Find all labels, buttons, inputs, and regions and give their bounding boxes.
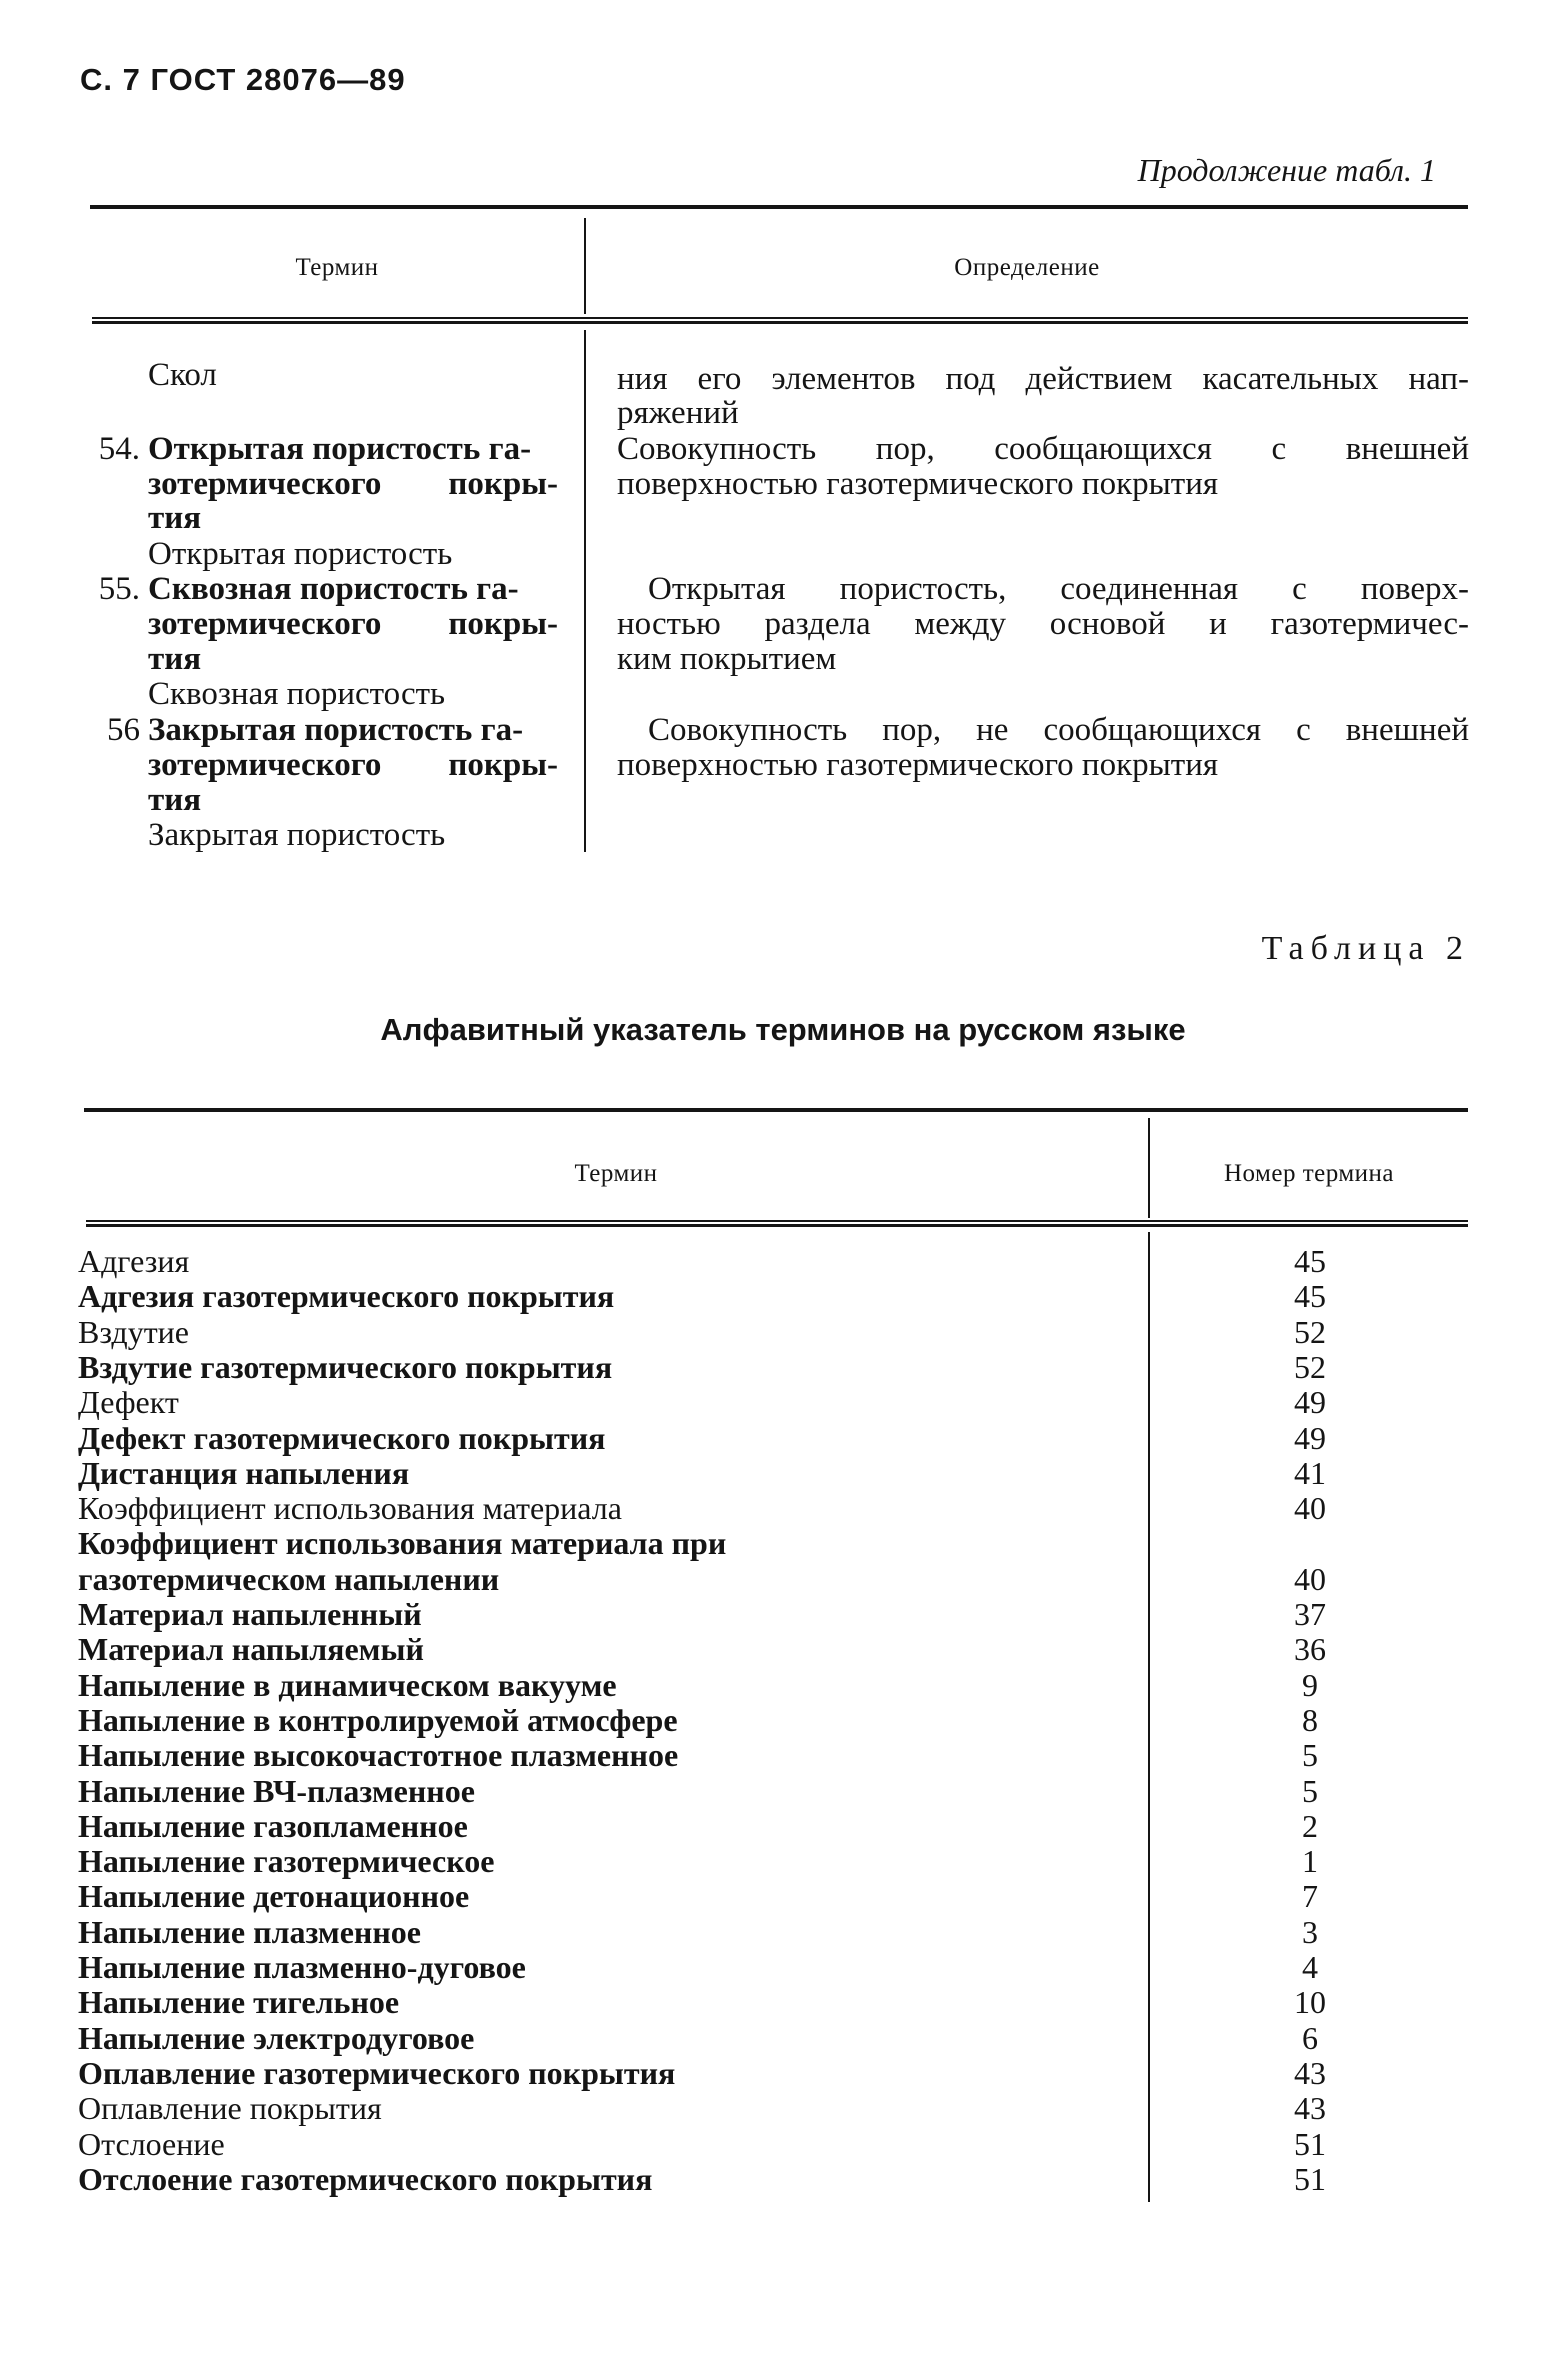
table1-term-word: зотермического <box>148 466 382 502</box>
table-row <box>78 1950 1468 1985</box>
index-term: Дефект газотермического покрытия <box>78 1419 606 1456</box>
table1-definition-line: ряжений <box>617 395 739 431</box>
term-number: 43 <box>1294 2054 1326 2091</box>
table-row <box>78 1526 1468 1561</box>
index-term: Оплавление газотермического покрытия <box>78 2054 676 2091</box>
term-number: 3 <box>1302 1913 1318 1950</box>
term-number: 49 <box>1294 1384 1326 1421</box>
table-row <box>78 1279 1468 1314</box>
table-row <box>78 1774 1468 1809</box>
table1-synonym: Закрытая пористость <box>148 817 446 853</box>
table1-definition-line: Совокупность пор, сообщающихся с внешней <box>617 431 1469 467</box>
index-term: Дистанция напыления <box>78 1454 410 1491</box>
table-row <box>78 1844 1468 1879</box>
table-row <box>78 1809 1468 1844</box>
table1-synonym: Открытая пористость <box>148 536 453 572</box>
table1-term-number: 56 <box>107 712 140 748</box>
table-row <box>78 1385 1468 1420</box>
term-number: 51 <box>1294 2160 1326 2197</box>
index-term: Вздутие газотермического покрытия <box>78 1348 613 1385</box>
table-row <box>78 2127 1468 2162</box>
index-term: Адгезия газотермического покрытия <box>78 1278 615 1315</box>
index-term: Материал напыляемый <box>78 1631 424 1668</box>
table1-term-number: 54. <box>98 431 140 467</box>
page-header: С. 7 ГОСТ 28076—89 <box>80 62 406 97</box>
index-term: Материал напыленный <box>78 1596 422 1632</box>
table1-definition-line: ностью раздела между основой и газотермичес- <box>617 606 1469 642</box>
table1-col-definition-header: Определение <box>954 254 1100 281</box>
table1-term-line: Закрытая пористость га- <box>148 712 524 748</box>
term-number: 6 <box>1302 2019 1318 2056</box>
table-continuation-label: Продолжение табл. 1 <box>1137 152 1436 188</box>
table2-col-number-header: Номер термина <box>1223 1160 1395 1187</box>
table2-header-rule-1 <box>86 1220 1468 1222</box>
index-term: Напыление высокочастотное плазменное <box>78 1737 679 1774</box>
term-number: 49 <box>1294 1419 1326 1456</box>
table2-header-rule-2 <box>86 1224 1468 1227</box>
table1-term-word: покры- <box>448 606 558 642</box>
table1-definition-line: Совокупность пор, не сообщающихся с внешней <box>648 712 1469 748</box>
table1-top-rule <box>90 205 1468 209</box>
term-number: 41 <box>1294 1454 1326 1491</box>
index-term: Напыление газопламенное <box>78 1807 468 1844</box>
table-row <box>78 2091 1468 2126</box>
table-row <box>78 1668 1468 1703</box>
table-row <box>78 1915 1468 1950</box>
table1-header-rule-2 <box>92 321 1468 324</box>
table-row <box>78 1985 1468 2020</box>
term-number: 2 <box>1302 1807 1318 1844</box>
table2-col-term-header: Термин <box>574 1160 658 1187</box>
table1-synonym: Сквозная пористость <box>148 676 446 712</box>
table-row <box>78 1597 1468 1632</box>
term-number: 45 <box>1294 1243 1326 1279</box>
table1-term-line <box>148 607 558 642</box>
index-term: Напыление в динамическом вакууме <box>78 1666 617 1703</box>
table1-term-line <box>148 748 558 783</box>
index-term: Напыление в контролируемой атмосфере <box>78 1701 678 1738</box>
table1-term-word: зотермического <box>148 606 382 642</box>
table-row <box>78 1632 1468 1667</box>
index-term: Оплавление покрытия <box>78 2090 382 2127</box>
table1-term-number: 55. <box>98 571 140 607</box>
table1-synonym: Скол <box>148 357 217 393</box>
table-row <box>78 1421 1468 1456</box>
term-number: 8 <box>1302 1701 1318 1738</box>
index-term: Дефект <box>78 1384 179 1421</box>
index-term: Коэффициент использования материала <box>78 1490 622 1527</box>
table1-term-line: тия <box>148 500 202 536</box>
table1-definition-line: ния его элементов под действием касательных нап- <box>617 361 1469 397</box>
index-term: Адгезия <box>78 1243 190 1279</box>
table-row <box>78 1491 1468 1526</box>
term-number: 36 <box>1294 1631 1326 1668</box>
index-term: Отслоение <box>78 2125 225 2162</box>
table-row <box>78 2021 1468 2056</box>
table1-definition-line: поверхностью газотермического покрытия <box>617 466 1219 502</box>
table1-term-line: тия <box>148 782 202 818</box>
table-row <box>78 1315 1468 1350</box>
table-row <box>78 2056 1468 2091</box>
table1-term-word: зотермического <box>148 747 382 783</box>
table1-header-rule-1 <box>92 317 1468 319</box>
term-number: 37 <box>1294 1596 1326 1632</box>
table-row <box>78 1703 1468 1738</box>
index-term: Напыление детонационное <box>78 1878 470 1915</box>
table-row <box>78 1738 1468 1773</box>
table1-term-line: Сквозная пористость га- <box>148 571 519 607</box>
index-term: Напыление электродуговое <box>78 2019 475 2056</box>
table-row <box>78 1244 1468 1279</box>
table1-definition-line: Открытая пористость, соединенная с поверх- <box>648 571 1469 607</box>
table-row <box>78 1350 1468 1385</box>
index-term: Напыление плазменное <box>78 1913 421 1950</box>
table2-title: Алфавитный указатель терминов на русском языке <box>380 1012 1186 1047</box>
table1-definition-line: поверхностью газотермического покрытия <box>617 747 1219 783</box>
table-row <box>78 1879 1468 1914</box>
index-term: Напыление плазменно-дуговое <box>78 1949 526 1985</box>
table1-term-line <box>148 467 558 502</box>
term-number: 52 <box>1294 1348 1326 1385</box>
table-row <box>78 1562 1468 1597</box>
term-number: 40 <box>1294 1560 1326 1597</box>
index-term: Вздутие <box>78 1313 189 1350</box>
term-number: 43 <box>1294 2090 1326 2127</box>
term-number: 5 <box>1302 1737 1318 1774</box>
term-number: 10 <box>1294 1984 1326 2021</box>
table1-term-word: покры- <box>448 466 558 502</box>
table2-top-rule <box>84 1108 1468 1112</box>
term-number: 52 <box>1294 1313 1326 1350</box>
index-term: газотермическом напылении <box>78 1560 500 1597</box>
term-number: 9 <box>1302 1666 1318 1703</box>
index-term: Напыление ВЧ-плазменное <box>78 1772 475 1809</box>
term-number: 51 <box>1294 2125 1326 2162</box>
index-term: Напыление газотермическое <box>78 1843 495 1880</box>
table-row <box>78 1456 1468 1491</box>
term-number: 45 <box>1294 1278 1326 1315</box>
index-term: Напыление тигельное <box>78 1984 400 2021</box>
table1-col-term-header: Термин <box>295 254 379 281</box>
table1-term-word: покры- <box>448 747 558 783</box>
index-term: Коэффициент использования материала при <box>78 1525 727 1562</box>
table1-term-line: Открытая пористость га- <box>148 431 532 467</box>
table1-body-divider <box>584 330 586 852</box>
term-number: 5 <box>1302 1772 1318 1809</box>
table2-label: Таблица 2 <box>1261 930 1470 967</box>
index-term: Отслоение газотермического покрытия <box>78 2160 653 2197</box>
term-number: 1 <box>1302 1843 1318 1880</box>
term-number: 40 <box>1294 1490 1326 1527</box>
table1-definition-line: ким покрытием <box>617 641 837 677</box>
term-number: 4 <box>1302 1949 1318 1985</box>
table1-term-line: тия <box>148 641 202 677</box>
term-number: 7 <box>1302 1878 1318 1915</box>
table-row <box>78 2162 1468 2197</box>
